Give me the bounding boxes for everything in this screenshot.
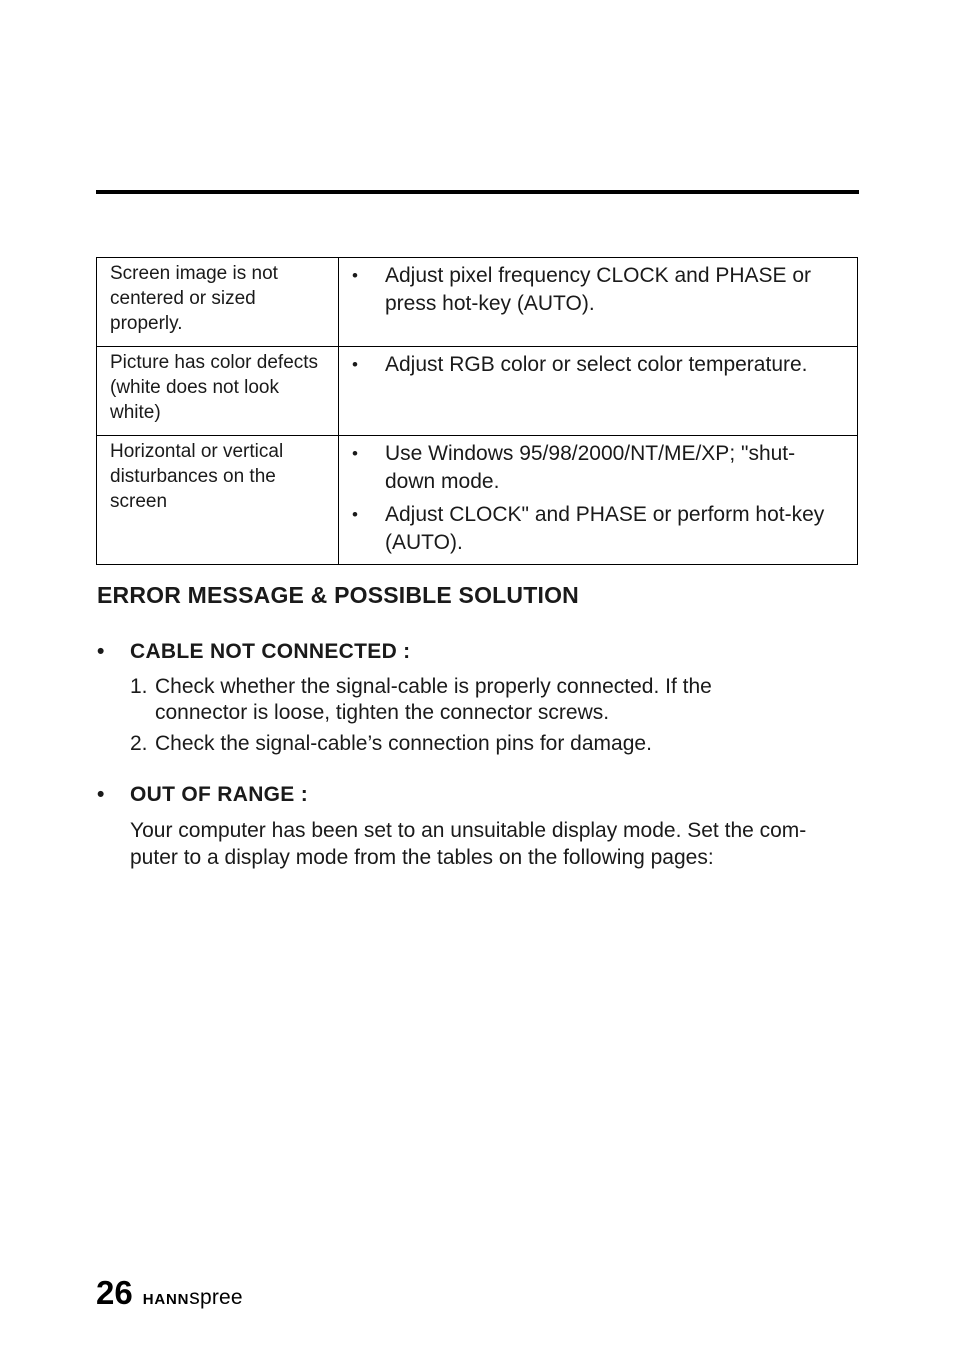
solution-item <box>339 351 843 379</box>
solution-list <box>339 436 857 556</box>
problem-text: Picture has color defects (white does not look white) <box>110 352 319 423</box>
problem-cell <box>97 347 339 436</box>
table-row <box>97 258 858 347</box>
solution-item <box>339 262 843 317</box>
problem-cell <box>97 436 339 565</box>
problem-text: Horizontal or vertical disturbances on the screen <box>110 441 284 512</box>
solution-text: Adjust pixel frequency CLOCK and PHASE or press hot-key (AUTO). <box>385 264 812 315</box>
solution-cell <box>339 258 858 347</box>
step-number: 1. <box>130 675 148 698</box>
page-footer <box>96 1274 243 1312</box>
cable-step-1 <box>130 674 712 725</box>
step-number: 2. <box>130 732 148 755</box>
solution-list <box>339 347 857 379</box>
page-number: 26 <box>96 1274 133 1311</box>
solution-text: Adjust RGB color or select color temperature. <box>385 353 808 376</box>
out-of-range-text <box>130 817 860 871</box>
paragraph-line: Your computer has been set to an unsuitable display mode. Set the com- <box>130 819 807 842</box>
solution-item <box>339 501 843 556</box>
brand-light-text: spree <box>189 1286 243 1309</box>
step-text: Check whether the signal-cable is properly connected. If the <box>155 675 712 698</box>
step-text-continued: connector is loose, tighten the connector screws. <box>155 700 610 724</box>
solution-item <box>339 440 843 495</box>
cable-step-2 <box>130 731 652 757</box>
bullet-icon: • <box>97 783 105 806</box>
section-title: ERROR MESSAGE & POSSIBLE SOLUTION <box>97 582 579 608</box>
problem-text: Screen image is not centered or sized properly. <box>110 263 278 334</box>
header-rule <box>96 190 859 194</box>
table-row <box>97 436 858 565</box>
brand-bold-text: HANN <box>142 1291 190 1308</box>
out-of-range-heading <box>97 783 308 807</box>
solution-text: Use Windows 95/98/2000/NT/ME/XP; "shut-down mode. <box>385 442 796 493</box>
brand-logo <box>143 1286 243 1310</box>
heading-text: OUT OF RANGE : <box>130 783 309 806</box>
solution-cell <box>339 436 858 565</box>
bullet-icon: • <box>97 640 105 663</box>
bullet-icon: • <box>352 505 358 524</box>
solution-text: Adjust CLOCK" and PHASE or perform hot-key (AUTO). <box>385 503 825 554</box>
problem-cell <box>97 258 339 347</box>
bullet-icon: • <box>352 444 358 463</box>
cable-not-connected-heading <box>97 640 410 664</box>
table-row <box>97 347 858 436</box>
bullet-icon: • <box>352 266 358 285</box>
solution-list <box>339 258 857 317</box>
solution-cell <box>339 347 858 436</box>
troubleshooting-table <box>96 257 858 565</box>
heading-text: CABLE NOT CONNECTED : <box>130 640 411 663</box>
bullet-icon: • <box>352 355 358 374</box>
step-text: Check the signal-cable’s connection pins for damage. <box>155 732 652 755</box>
paragraph-line: puter to a display mode from the tables on the following pages: <box>130 846 714 869</box>
